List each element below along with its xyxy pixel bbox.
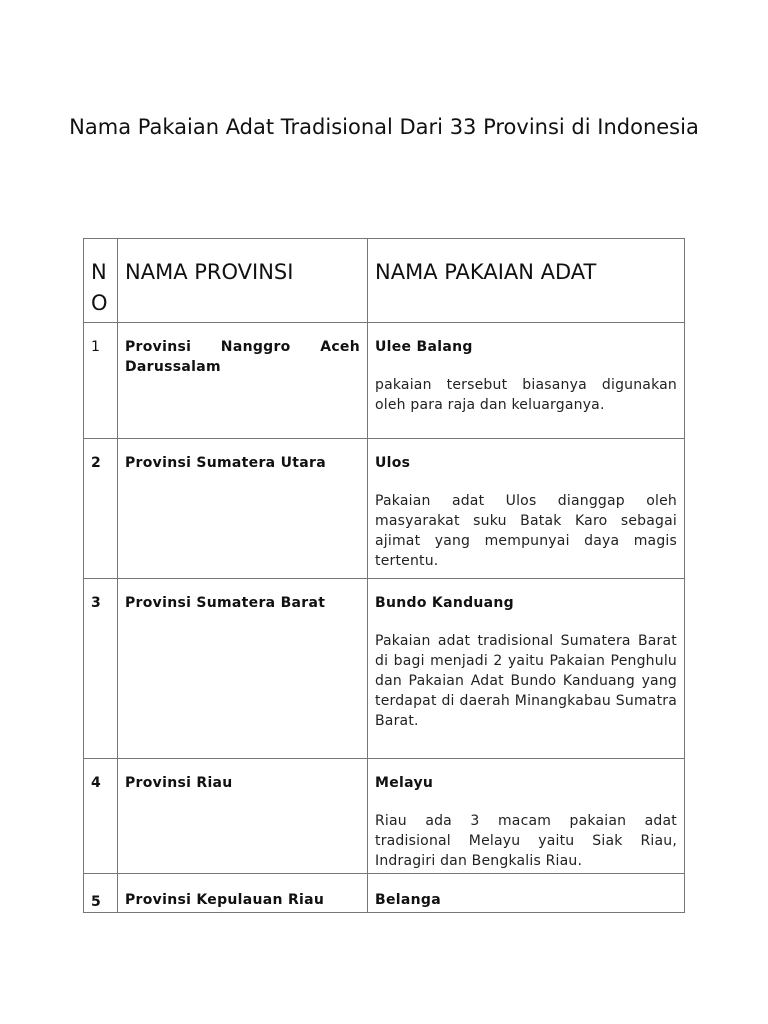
costume-cell <box>368 439 685 579</box>
row-number: 5 <box>84 874 118 913</box>
row-number: 4 <box>84 759 118 874</box>
costume-table <box>83 238 685 913</box>
costume-cell <box>368 874 685 913</box>
costume-description: Pakaian adat tradisional Sumatera Barat di bagi menjadi 2 yaitu Pakaian Penghulu dan Pakaian Adat Bundo Kanduang yang terdapat di daerah Minangkabau Sumatra Barat. <box>375 633 677 729</box>
header-no: N O <box>84 239 118 323</box>
table-header-row <box>84 239 685 323</box>
costume-name: Belanga <box>375 892 441 908</box>
header-costume: NAMA PAKAIAN ADAT <box>368 239 685 323</box>
costume-description: Riau ada 3 macam pakaian adat tradisional Melayu yaitu Siak Riau, Indragiri dan Bengkalis Riau. <box>375 813 677 869</box>
costume-name: Melayu <box>375 775 434 791</box>
table-row <box>84 439 685 579</box>
province-name: Provinsi Riau <box>118 759 368 874</box>
header-province: NAMA PROVINSI <box>118 239 368 323</box>
costume-cell <box>368 759 685 874</box>
costume-name: Ulee Balang <box>375 339 473 355</box>
row-number: 1 <box>84 323 118 439</box>
costume-name: Bundo Kanduang <box>375 595 515 611</box>
costume-cell <box>368 579 685 759</box>
province-name: Provinsi Sumatera Barat <box>118 579 368 759</box>
document-title: Nama Pakaian Adat Tradisional Dari 33 Provinsi di Indonesia <box>69 115 699 139</box>
province-name: Provinsi Sumatera Utara <box>118 439 368 579</box>
province-name: Provinsi Kepulauan Riau <box>118 874 368 913</box>
province-name: Provinsi Nanggro Aceh Darussalam <box>118 323 368 439</box>
costume-description: pakaian tersebut biasanya digunakan oleh para raja dan keluarganya. <box>375 377 677 413</box>
costume-name: Ulos <box>375 455 411 471</box>
table-row <box>84 323 685 439</box>
costume-cell <box>368 323 685 439</box>
row-number: 2 <box>84 439 118 579</box>
costume-description: Pakaian adat Ulos dianggap oleh masyarakat suku Batak Karo sebagai ajimat yang mempunyai daya magis tertentu. <box>375 493 677 569</box>
table-row <box>84 759 685 874</box>
table-row <box>84 874 685 913</box>
table-row <box>84 579 685 759</box>
row-number: 3 <box>84 579 118 759</box>
